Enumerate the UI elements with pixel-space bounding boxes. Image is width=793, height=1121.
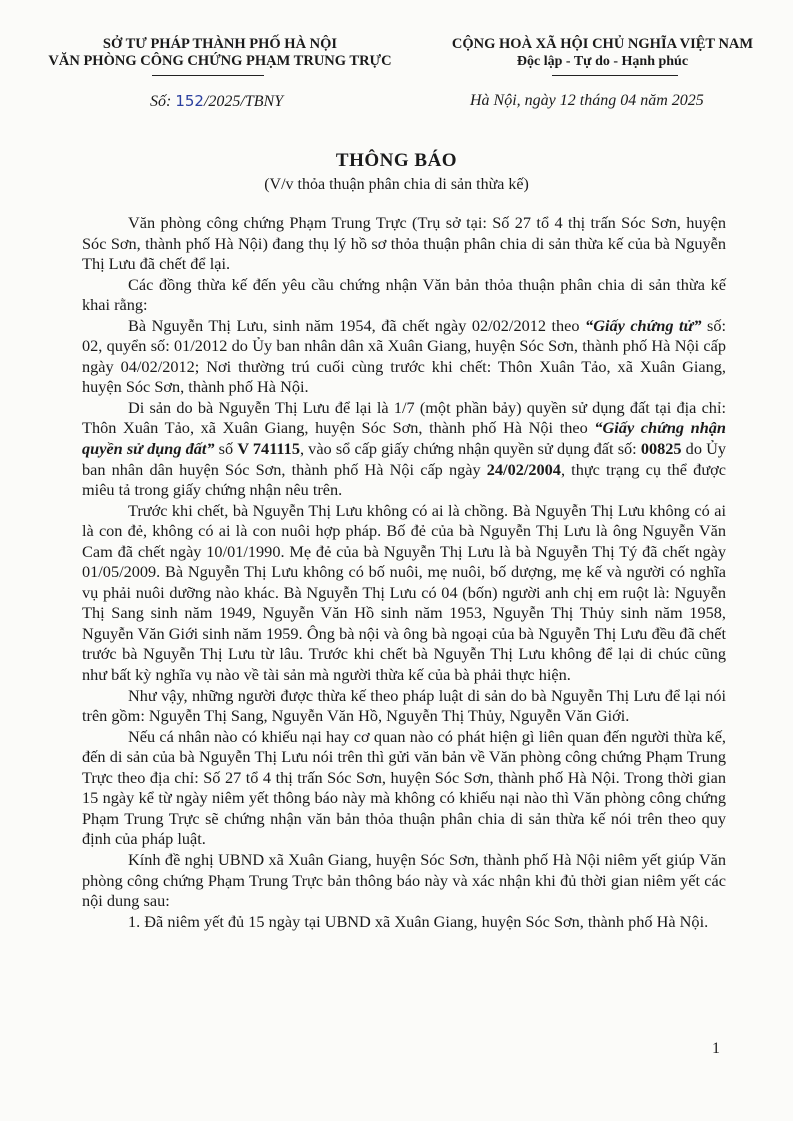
document-body	[82, 213, 726, 932]
page-number: 1	[712, 1040, 720, 1057]
text-run: Di sản do bà Nguyễn Thị Lưu để lại là 1/7 (một phần bảy) quyền sử dụng đất tại địa chỉ: Thôn Xuân Tảo, xã Xuân Giang, huyện Sóc Sơn, thành phố Hà Nội theo	[82, 397, 726, 438]
text-run: do Ủy ban nhân dân huyện Sóc Sơn, thành phố Hà Nội cấp ngày	[82, 439, 727, 479]
register-number: 00825	[640, 439, 682, 459]
text-run: , thực trạng cụ thể được miêu tả trong giấy chứng nhận nêu trên.	[82, 459, 726, 500]
ref-prefix: Số:	[150, 93, 176, 110]
ref-suffix: /2025/TBNY	[203, 93, 284, 110]
date-line: Hà Nội, ngày 12 tháng 04 năm 2025	[470, 92, 704, 109]
paragraph-estate	[82, 398, 726, 501]
text-run: , vào sổ cấp giấy chứng nhận quyền sử dụng đất số:	[299, 439, 641, 459]
text-run: Bà Nguyễn Thị Lưu, sinh năm 1954, đã chết ngày 02/02/2012 theo	[128, 315, 586, 335]
land-certificate-ref: “Giấy chứng nhận quyền sử dụng đất”	[82, 418, 726, 459]
issuer-office: VĂN PHÒNG CÔNG CHỨNG PHẠM TRUNG TRỰC	[48, 53, 392, 69]
paragraph-deceased	[82, 316, 726, 398]
national-motto: Độc lập - Tự do - Hạnh phúc	[516, 54, 689, 69]
paragraph-request: Kính đề nghị UBND xã Xuân Giang, huyện Sóc Sơn, thành phố Hà Nội niêm yết giúp Văn phòng công chứng Phạm Trung Trực bản thông báo này và xác nhận khi đủ thời gian niêm yết các nội dung sau:	[82, 849, 726, 911]
issuer-underline	[152, 75, 264, 76]
paragraph-intro: Văn phòng công chứng Phạm Trung Trực (Trụ sở tại: Số 27 tổ 4 thị trấn Sóc Sơn, huyện Sóc Sơn, thành phố Hà Nội) đang thụ lý hồ sơ thỏa thuận phân chia di sản thừa kế của bà Nguyễn Thị Lưu đã chết để lại.	[82, 213, 726, 274]
paragraph-heirs-statement: Các đồng thừa kế đến yêu cầu chứng nhận Văn bản thỏa thuận phân chia di sản thừa kế khai rằng:	[82, 274, 726, 315]
certificate-number: V 741115	[237, 439, 300, 459]
issuer-department: SỞ TƯ PHÁP THÀNH PHỐ HÀ NỘI	[102, 36, 338, 52]
national-heading	[440, 36, 765, 70]
motto-underline	[552, 75, 678, 76]
death-certificate-ref: “Giấy chứng tử”	[585, 315, 702, 335]
paragraph-complaints: Nếu cá nhân nào có khiếu nại hay cơ quan nào có phát hiện gì liên quan đến người thừa kế, đến di sản của bà Nguyễn Thị Lưu nói trên thì gửi văn bản về Văn phòng công chứng Phạm Trung Trực theo địa chỉ: Số 27 tổ 4 thị trấn Sóc Sơn, huyện Sóc Sơn, thành phố Hà Nội. Trong thời gian 15 ngày kể từ ngày niêm yết thông báo này mà không có khiếu nại nào thì Văn phòng công chứng Phạm Trung Trực sẽ chứng nhận văn bản thỏa thuận phân chia di sản thừa kế nói trên theo quy định của pháp luật.	[82, 726, 726, 849]
text-run: số: 02, quyển số: 01/2012 do Ủy ban nhân dân xã Xuân Giang, huyện Sóc Sơn, thành phố Hà Nội cấp ngày 04/02/2012; Nơi thường trú cuối cùng trước khi chết: Thôn Xuân Tảo, xã Xuân Giang, huyện Sóc Sơn, thành phố Hà Nội.	[82, 315, 726, 397]
issuer-block	[40, 36, 400, 70]
text-run: số	[214, 439, 238, 459]
issue-date: 24/02/2004	[486, 459, 561, 479]
paragraph-family: Trước khi chết, bà Nguyễn Thị Lưu không có ai là chồng. Bà Nguyễn Thị Lưu không có ai là con đẻ, không có ai là con nuôi hợp pháp. Bố đẻ của bà Nguyễn Thị Lưu là ông Nguyễn Văn Cam đã chết ngày 10/01/1990. Mẹ đẻ của bà Nguyễn Thị Lưu là bà Nguyễn Thị Tý đã chết ngày 01/05/2009. Bà Nguyễn Thị Lưu không có bố nuôi, mẹ nuôi, bố dượng, mẹ kế và người có nghĩa vụ phải nuôi dưỡng nào khác. Bà Nguyễn Thị Lưu có 04 (bốn) người anh chị em ruột là: Nguyễn Thị Sang sinh năm 1949, Nguyễn Văn Hồ sinh năm 1953, Nguyễn Thị Thủy sinh năm 1958, Nguyễn Văn Giới sinh năm 1959. Ông bà nội và ông bà ngoại của bà Nguyễn Thị Lưu đều đã chết trước bà Nguyễn Thị Lưu từ lâu. Trước khi chết bà Nguyễn Thị Lưu không để lại di chúc cũng như bất kỳ nghĩa vụ nào về tài sản mà người thừa kế của bà phải thực hiện.	[82, 500, 726, 685]
document-title: THÔNG BÁO	[335, 150, 458, 171]
paragraph-item-1: 1. Đã niêm yết đủ 15 ngày tại UBND xã Xuân Giang, huyện Sóc Sơn, thành phố Hà Nội.	[128, 911, 709, 931]
paragraph-heirs-list: Như vậy, những người được thừa kế theo pháp luật di sản do bà Nguyễn Thị Lưu để lại nói trên gồm: Nguyễn Thị Sang, Nguyễn Văn Hồ, Nguyễn Thị Thủy, Nguyễn Văn Giới.	[82, 685, 726, 726]
handwritten-number: 152	[175, 92, 204, 110]
document-subtitle: (V/v thỏa thuận phân chia di sản thừa kế)	[264, 176, 529, 193]
document-header	[0, 36, 793, 76]
document-number	[150, 92, 283, 111]
national-name: CỘNG HOÀ XÃ HỘI CHỦ NGHĨA VIỆT NAM	[451, 36, 754, 52]
